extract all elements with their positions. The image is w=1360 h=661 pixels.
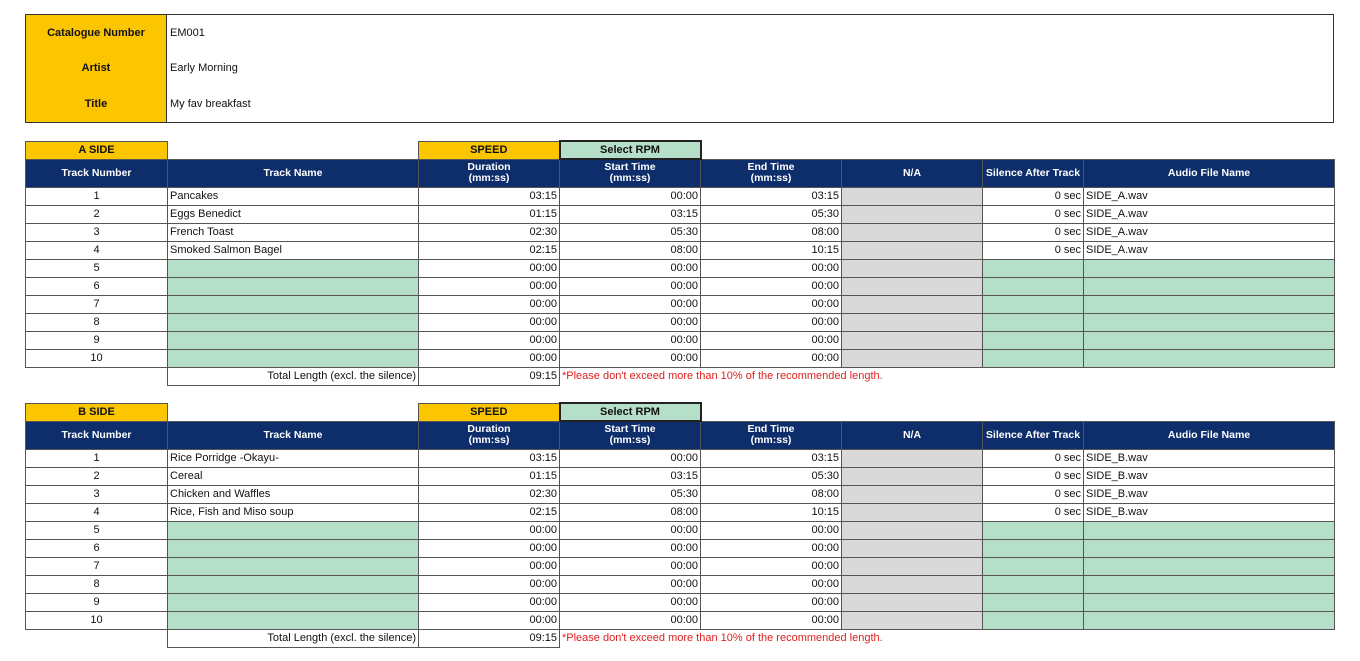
track-number-cell: 3: [26, 223, 168, 241]
na-cell: [842, 557, 983, 575]
header-row: [26, 421, 1335, 449]
track-number-cell: 6: [26, 539, 168, 557]
start-time-cell: 05:30: [560, 223, 701, 241]
track-name-cell[interactable]: French Toast: [168, 223, 419, 241]
track-number-cell: 9: [26, 593, 168, 611]
silence-cell[interactable]: [983, 277, 1084, 295]
na-cell: [842, 241, 983, 259]
table-row: [26, 467, 1335, 485]
track-name-cell[interactable]: [168, 611, 419, 629]
table-row: [26, 349, 1335, 367]
track-number-cell: 1: [26, 187, 168, 205]
track-number-cell: 10: [26, 611, 168, 629]
end-time-cell: 00:00: [701, 575, 842, 593]
audio-file-cell[interactable]: SIDE_A.wav: [1084, 241, 1335, 259]
audio-file-cell[interactable]: [1084, 539, 1335, 557]
track-name-cell[interactable]: [168, 557, 419, 575]
catalogue-label: Catalogue Number: [25, 14, 167, 51]
na-cell: [842, 485, 983, 503]
side-b-label: B SIDE: [26, 403, 168, 421]
start-time-cell: 00:00: [560, 277, 701, 295]
audio-file-cell[interactable]: [1084, 575, 1335, 593]
side-a-label: A SIDE: [26, 141, 168, 159]
start-time-cell: 00:00: [560, 575, 701, 593]
end-time-cell: 00:00: [701, 259, 842, 277]
na-cell: [842, 295, 983, 313]
audio-file-cell[interactable]: SIDE_B.wav: [1084, 449, 1335, 467]
na-cell: [842, 593, 983, 611]
na-cell: [842, 223, 983, 241]
end-time-cell: 00:00: [701, 349, 842, 367]
track-number-cell: 7: [26, 557, 168, 575]
silence-cell[interactable]: 0 sec: [983, 485, 1084, 503]
table-row: [26, 331, 1335, 349]
duration-cell[interactable]: 00:00: [419, 539, 560, 557]
table-row: [26, 259, 1335, 277]
end-time-cell: 05:30: [701, 205, 842, 223]
duration-cell[interactable]: 02:30: [419, 223, 560, 241]
header-row: [26, 159, 1335, 187]
track-name-cell[interactable]: [168, 521, 419, 539]
track-name-cell[interactable]: Cereal: [168, 467, 419, 485]
track-number-cell: 2: [26, 467, 168, 485]
duration-cell[interactable]: 00:00: [419, 575, 560, 593]
silence-cell[interactable]: [983, 593, 1084, 611]
start-time-cell: 00:00: [560, 449, 701, 467]
col-silence: Silence After Track: [983, 159, 1084, 187]
start-time-cell: 00:00: [560, 313, 701, 331]
track-name-cell[interactable]: Pancakes: [168, 187, 419, 205]
track-name-cell[interactable]: [168, 313, 419, 331]
silence-cell[interactable]: [983, 295, 1084, 313]
duration-cell[interactable]: 00:00: [419, 557, 560, 575]
duration-cell[interactable]: 00:00: [419, 277, 560, 295]
start-time-cell: 00:00: [560, 611, 701, 629]
start-time-cell: 05:30: [560, 485, 701, 503]
table-row: [26, 277, 1335, 295]
silence-cell[interactable]: 0 sec: [983, 241, 1084, 259]
end-time-cell: 05:30: [701, 467, 842, 485]
length-warning: *Please don't exceed more than 10% of the recommended length.: [562, 632, 883, 645]
track-name-cell[interactable]: Chicken and Waffles: [168, 485, 419, 503]
end-time-cell: 03:15: [701, 449, 842, 467]
duration-cell[interactable]: 03:15: [419, 187, 560, 205]
end-time-cell: 08:00: [701, 485, 842, 503]
table-row: [26, 575, 1335, 593]
silence-cell[interactable]: 0 sec: [983, 205, 1084, 223]
col-track-number: Track Number: [26, 159, 168, 187]
end-time-cell: 00:00: [701, 313, 842, 331]
audio-file-cell[interactable]: [1084, 593, 1335, 611]
na-cell: [842, 313, 983, 331]
na-cell: [842, 503, 983, 521]
table-row: [26, 223, 1335, 241]
track-number-cell: 8: [26, 575, 168, 593]
na-cell: [842, 449, 983, 467]
col-end-time: End Time (mm:ss): [701, 421, 842, 449]
na-cell: [842, 521, 983, 539]
side-b-table: [25, 402, 1335, 648]
end-time-cell: 00:00: [701, 557, 842, 575]
catalogue-number-field[interactable]: EM001: [167, 14, 1334, 51]
duration-cell[interactable]: 02:30: [419, 485, 560, 503]
na-cell: [842, 331, 983, 349]
start-time-cell: 08:00: [560, 241, 701, 259]
col-start-time: Start Time (mm:ss): [560, 421, 701, 449]
start-time-cell: 08:00: [560, 503, 701, 521]
end-time-cell: 00:00: [701, 521, 842, 539]
total-length-label: Total Length (excl. the silence): [168, 367, 419, 385]
start-time-cell: 00:00: [560, 331, 701, 349]
table-row: [26, 313, 1335, 331]
na-cell: [842, 349, 983, 367]
track-number-cell: 3: [26, 485, 168, 503]
end-time-cell: 00:00: [701, 539, 842, 557]
end-time-cell: 00:00: [701, 593, 842, 611]
silence-cell[interactable]: [983, 611, 1084, 629]
audio-file-cell[interactable]: SIDE_B.wav: [1084, 503, 1335, 521]
silence-cell[interactable]: 0 sec: [983, 187, 1084, 205]
end-time-cell: 00:00: [701, 295, 842, 313]
audio-file-cell[interactable]: [1084, 295, 1335, 313]
audio-file-cell[interactable]: [1084, 331, 1335, 349]
select-rpm-dropdown[interactable]: Select RPM: [560, 141, 701, 159]
total-length-value: 09:15: [419, 629, 560, 647]
table-row: [26, 485, 1335, 503]
col-track-name: Track Name: [168, 159, 419, 187]
audio-file-cell[interactable]: SIDE_A.wav: [1084, 205, 1335, 223]
audio-file-cell[interactable]: [1084, 611, 1335, 629]
silence-cell[interactable]: [983, 557, 1084, 575]
na-cell: [842, 277, 983, 295]
na-cell: [842, 187, 983, 205]
audio-file-cell[interactable]: [1084, 557, 1335, 575]
track-number-cell: 7: [26, 295, 168, 313]
end-time-cell: 00:00: [701, 277, 842, 295]
audio-file-cell[interactable]: SIDE_B.wav: [1084, 467, 1335, 485]
title-field[interactable]: My fav breakfast: [167, 86, 1334, 123]
silence-cell[interactable]: [983, 349, 1084, 367]
track-name-cell[interactable]: [168, 593, 419, 611]
duration-cell[interactable]: 00:00: [419, 331, 560, 349]
na-cell: [842, 611, 983, 629]
silence-cell[interactable]: 0 sec: [983, 223, 1084, 241]
col-end-time: End Time (mm:ss): [701, 159, 842, 187]
col-duration: Duration (mm:ss): [419, 159, 560, 187]
track-name-cell[interactable]: Rice, Fish and Miso soup: [168, 503, 419, 521]
silence-cell[interactable]: 0 sec: [983, 449, 1084, 467]
total-length-label: Total Length (excl. the silence): [168, 629, 419, 647]
duration-cell[interactable]: 00:00: [419, 349, 560, 367]
duration-cell[interactable]: 00:00: [419, 611, 560, 629]
duration-cell[interactable]: 00:00: [419, 259, 560, 277]
duration-cell[interactable]: 00:00: [419, 593, 560, 611]
length-warning: *Please don't exceed more than 10% of the recommended length.: [562, 370, 883, 383]
col-audio-file: Audio File Name: [1084, 159, 1335, 187]
col-audio-file: Audio File Name: [1084, 421, 1335, 449]
title-label: Title: [25, 86, 167, 123]
track-name-cell[interactable]: Rice Porridge -Okayu-: [168, 449, 419, 467]
select-rpm-dropdown[interactable]: Select RPM: [560, 403, 701, 421]
na-cell: [842, 259, 983, 277]
track-number-cell: 2: [26, 205, 168, 223]
table-row: [26, 449, 1335, 467]
end-time-cell: 08:00: [701, 223, 842, 241]
end-time-cell: 03:15: [701, 187, 842, 205]
start-time-cell: 00:00: [560, 349, 701, 367]
table-row: [26, 611, 1335, 629]
na-cell: [842, 205, 983, 223]
speed-label: SPEED: [419, 403, 560, 421]
track-name-cell[interactable]: [168, 295, 419, 313]
start-time-cell: 00:00: [560, 557, 701, 575]
table-row: [26, 205, 1335, 223]
col-silence: Silence After Track: [983, 421, 1084, 449]
track-name-cell[interactable]: [168, 259, 419, 277]
end-time-cell: 00:00: [701, 611, 842, 629]
table-row: [26, 539, 1335, 557]
silence-cell[interactable]: [983, 521, 1084, 539]
audio-file-cell[interactable]: [1084, 349, 1335, 367]
track-number-cell: 1: [26, 449, 168, 467]
table-row: [26, 503, 1335, 521]
duration-cell[interactable]: 03:15: [419, 449, 560, 467]
speed-label: SPEED: [419, 141, 560, 159]
audio-file-cell[interactable]: SIDE_B.wav: [1084, 485, 1335, 503]
col-duration: Duration (mm:ss): [419, 421, 560, 449]
start-time-cell: 03:15: [560, 205, 701, 223]
start-time-cell: 00:00: [560, 259, 701, 277]
track-name-cell[interactable]: [168, 331, 419, 349]
track-name-cell[interactable]: [168, 539, 419, 557]
audio-file-cell[interactable]: [1084, 277, 1335, 295]
silence-cell[interactable]: [983, 539, 1084, 557]
track-number-cell: 4: [26, 241, 168, 259]
silence-cell[interactable]: [983, 313, 1084, 331]
na-cell: [842, 575, 983, 593]
duration-cell[interactable]: 00:00: [419, 295, 560, 313]
col-start-time: Start Time (mm:ss): [560, 159, 701, 187]
artist-label: Artist: [25, 50, 167, 87]
silence-cell[interactable]: [983, 575, 1084, 593]
end-time-cell: 10:15: [701, 503, 842, 521]
duration-cell[interactable]: 01:15: [419, 467, 560, 485]
track-number-cell: 8: [26, 313, 168, 331]
track-number-cell: 4: [26, 503, 168, 521]
col-na: N/A: [842, 421, 983, 449]
col-track-number: Track Number: [26, 421, 168, 449]
silence-cell[interactable]: 0 sec: [983, 503, 1084, 521]
start-time-cell: 00:00: [560, 295, 701, 313]
silence-cell[interactable]: 0 sec: [983, 467, 1084, 485]
total-length-value: 09:15: [419, 367, 560, 385]
table-row: [26, 521, 1335, 539]
track-number-cell: 6: [26, 277, 168, 295]
audio-file-cell[interactable]: [1084, 313, 1335, 331]
na-cell: [842, 467, 983, 485]
end-time-cell: 00:00: [701, 331, 842, 349]
duration-cell[interactable]: 00:00: [419, 313, 560, 331]
track-name-cell[interactable]: Eggs Benedict: [168, 205, 419, 223]
side-a-table: [25, 140, 1335, 386]
table-row: [26, 241, 1335, 259]
track-name-cell[interactable]: [168, 277, 419, 295]
track-name-cell[interactable]: [168, 575, 419, 593]
track-number-cell: 9: [26, 331, 168, 349]
silence-cell[interactable]: [983, 331, 1084, 349]
col-na: N/A: [842, 159, 983, 187]
col-track-name: Track Name: [168, 421, 419, 449]
start-time-cell: 00:00: [560, 521, 701, 539]
audio-file-cell[interactable]: SIDE_A.wav: [1084, 223, 1335, 241]
table-row: [26, 295, 1335, 313]
track-number-cell: 10: [26, 349, 168, 367]
track-number-cell: 5: [26, 521, 168, 539]
na-cell: [842, 539, 983, 557]
duration-cell[interactable]: 01:15: [419, 205, 560, 223]
audio-file-cell[interactable]: [1084, 521, 1335, 539]
end-time-cell: 10:15: [701, 241, 842, 259]
duration-cell[interactable]: 00:00: [419, 521, 560, 539]
artist-field[interactable]: Early Morning: [167, 50, 1334, 87]
duration-cell[interactable]: 02:15: [419, 241, 560, 259]
track-name-cell[interactable]: [168, 349, 419, 367]
duration-cell[interactable]: 02:15: [419, 503, 560, 521]
start-time-cell: 00:00: [560, 187, 701, 205]
audio-file-cell[interactable]: [1084, 259, 1335, 277]
start-time-cell: 00:00: [560, 539, 701, 557]
track-name-cell[interactable]: Smoked Salmon Bagel: [168, 241, 419, 259]
table-row: [26, 187, 1335, 205]
start-time-cell: 03:15: [560, 467, 701, 485]
start-time-cell: 00:00: [560, 593, 701, 611]
silence-cell[interactable]: [983, 259, 1084, 277]
track-number-cell: 5: [26, 259, 168, 277]
table-row: [26, 593, 1335, 611]
table-row: [26, 557, 1335, 575]
audio-file-cell[interactable]: SIDE_A.wav: [1084, 187, 1335, 205]
